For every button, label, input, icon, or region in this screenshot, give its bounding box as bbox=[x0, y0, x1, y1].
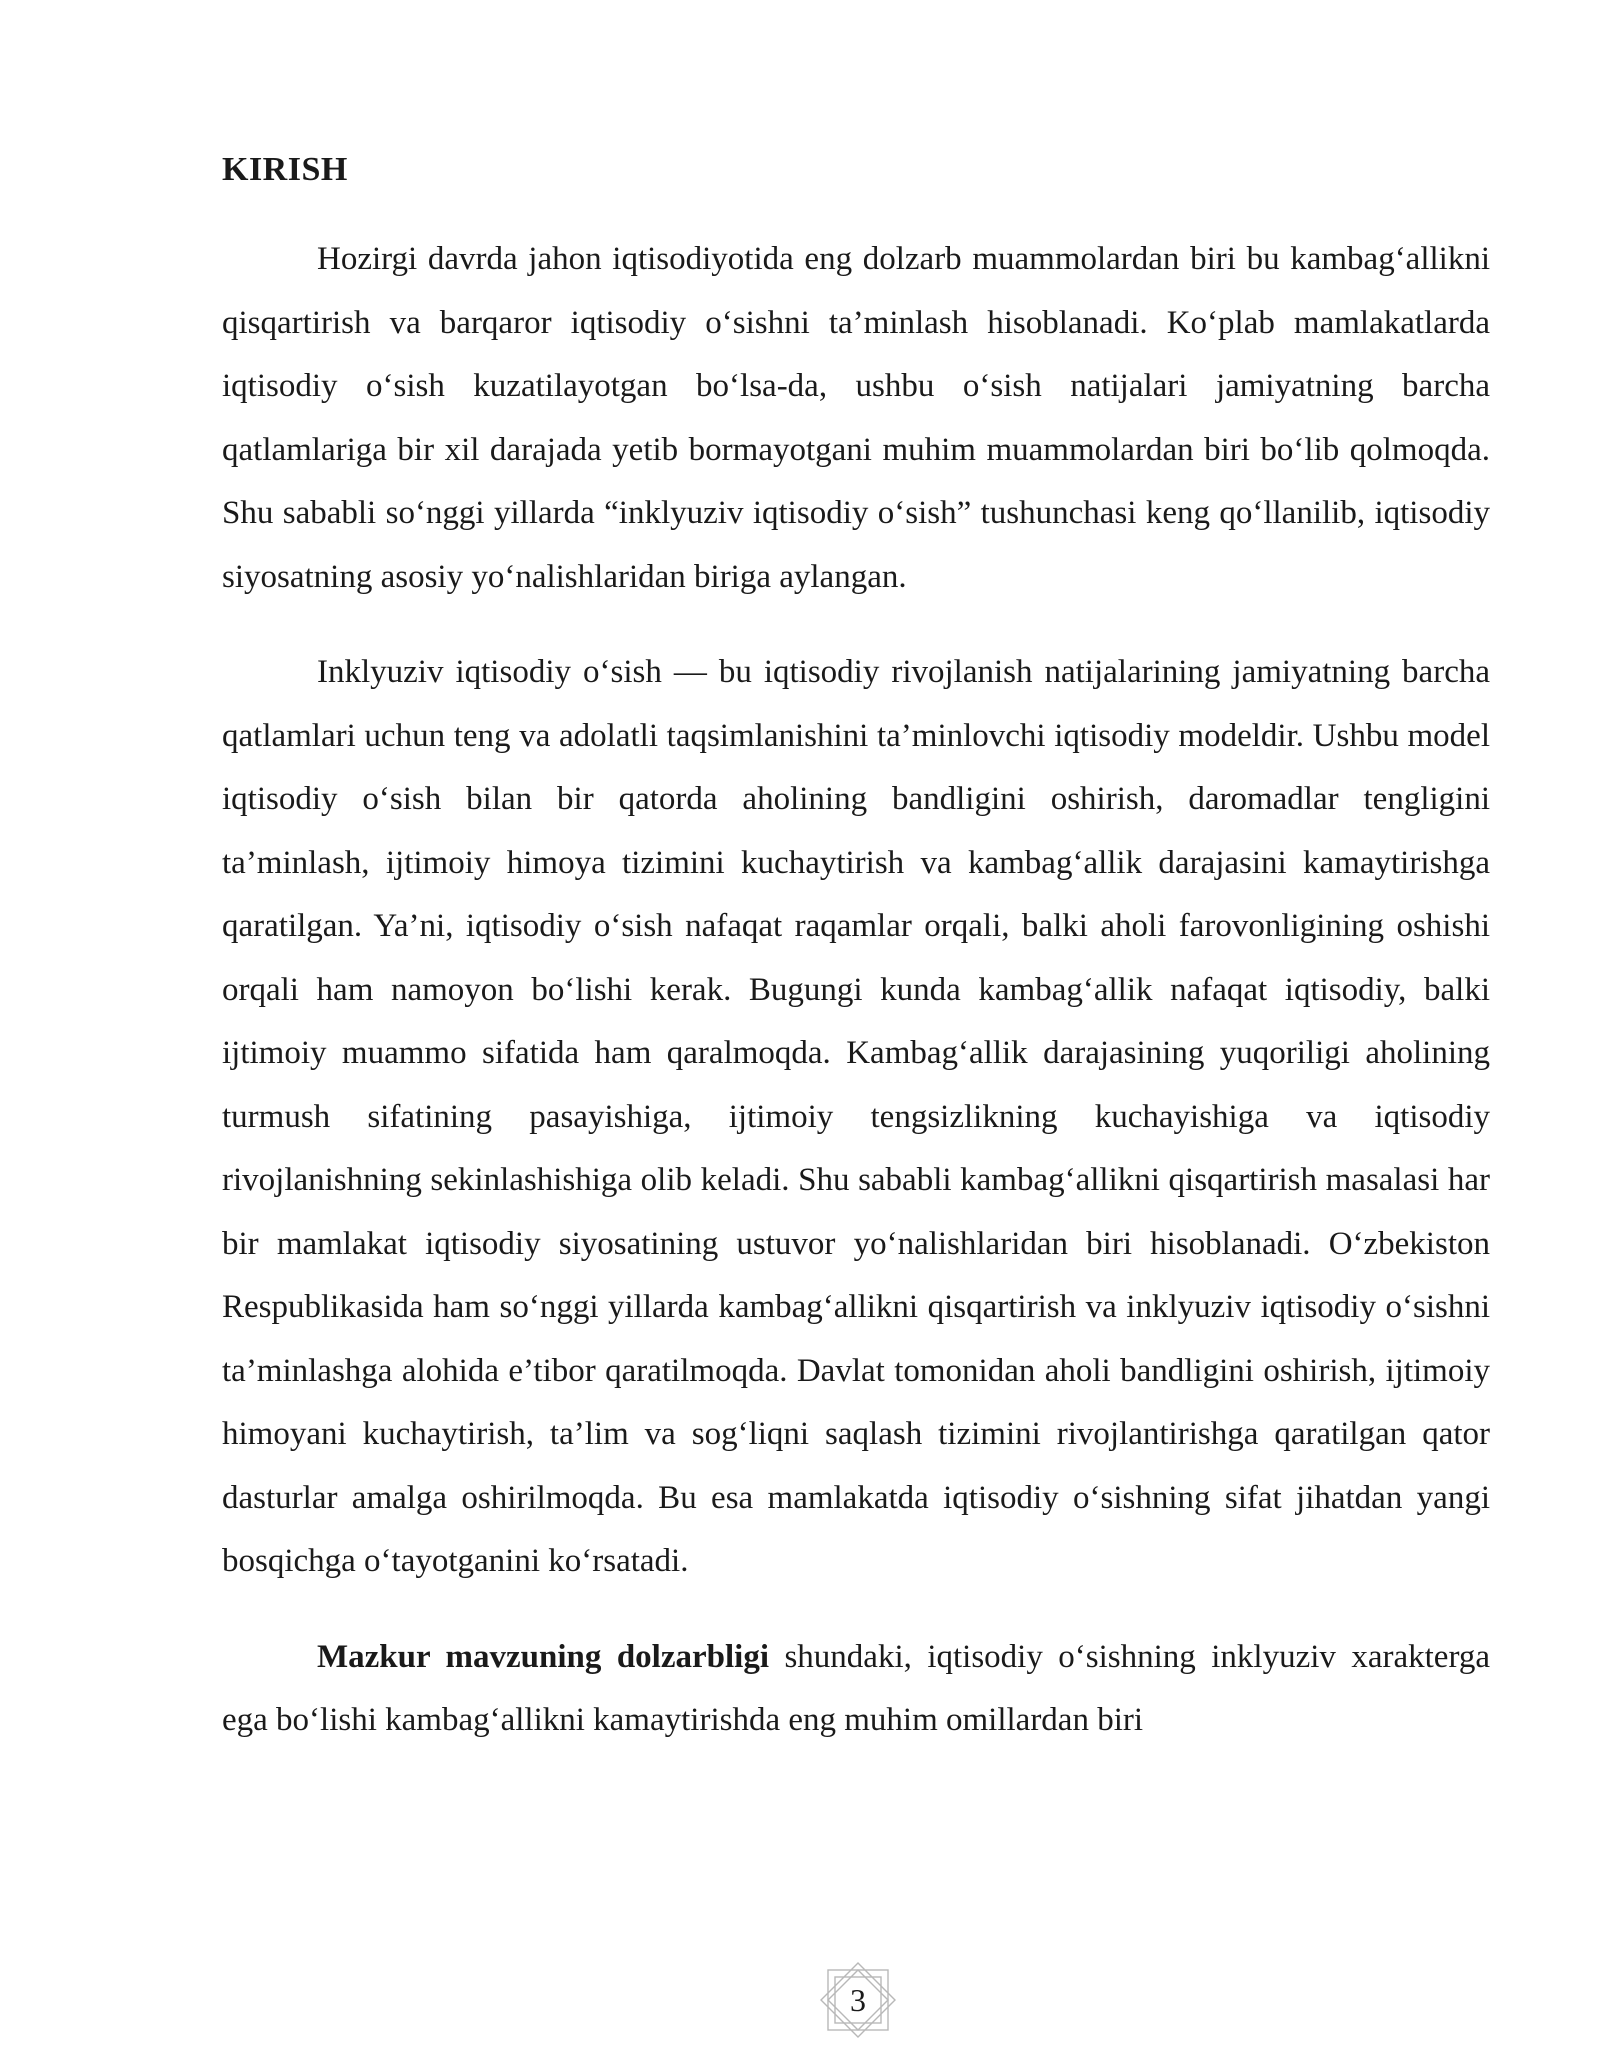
page-footer bbox=[818, 1962, 898, 2038]
paragraph-3-text: shundaki, iqtisodiy o‘sishning inklyuziv xarakterga ega bo‘lishi kambag‘allikni kamaytirishda eng muhim omillardan biri bbox=[222, 1638, 1490, 1738]
body-text bbox=[222, 228, 1490, 1753]
document-page bbox=[222, 0, 1490, 2070]
paragraph-1: Hozirgi davrda jahon iqtisodiyotida eng dolzarb muammolardan biri bu kambag‘allikni qisqartirish va barqaror iqtisodiy o‘sishni ta’minlash hisoblanadi. Ko‘plab mamlakatlarda iqtisodiy o‘sish kuzatilayotgan bo‘lsa-da, ushbu o‘sish natijalari jamiyatning barcha qatlamlariga bir xil darajada yetib bormayotgani muhim muammolardan biri bo‘lib qolmoqda. Shu sababli so‘nggi yillarda “inklyuziv iqtisodiy o‘sish” tushunchasi keng qo‘llanilib, iqtisodiy siyosatning asosiy yo‘nalishlaridan biriga aylangan. bbox=[222, 241, 1490, 595]
section-heading: KIRISH bbox=[222, 151, 348, 188]
paragraph-2: Inklyuziv iqtisodiy o‘sish — bu iqtisodiy rivojlanish natijalarining jamiyatning barcha qatlamlari uchun teng va adolatli taqsimlanishini ta’minlovchi iqtisodiy modeldir. Ushbu model iqtisodiy o‘sish bilan bir qatorda aholining bandligini oshirish, daromadlar tengligini ta’minlash, ijtimoiy himoya tizimini kuchaytirish va kambag‘allik darajasini kamaytirishga qaratilgan. Ya’ni, iqtisodiy o‘sish nafaqat raqamlar orqali, balki aholi farovonligining oshishi orqali ham namoyon bo‘lishi kerak. Bugungi kunda kambag‘allik nafaqat iqtisodiy, balki ijtimoiy muammo sifatida ham qaralmoqda. Kambag‘allik darajasining yuqoriligi aholining turmush sifatining pasayishiga, ijtimoiy tengsizlikning kuchayishiga va iqtisodiy rivojlanishning sekinlashishiga olib keladi. Shu sababli kambag‘allikni qisqartirish masalasi har bir mamlakat iqtisodiy siyosatining ustuvor yo‘nalishlaridan biri hisoblanadi. O‘zbekiston Respublikasida ham so‘nggi yillarda kambag‘allikni qisqartirish va inklyuziv iqtisodiy o‘sishni ta’minlashga alohida e’tibor qaratilmoqda. Davlat tomonidan aholi bandligini oshirish, ijtimoiy himoyani kuchaytirish, ta’lim va sog‘liqni saqlash tizimini rivojlantirishga qaratilgan qator dasturlar amalga oshirilmoqda. Bu esa mamlakatda iqtisodiy o‘sishning sifat jihatdan yangi bosqichga o‘tayotganini ko‘rsatadi. bbox=[222, 654, 1490, 1579]
paragraph-3-emphasis: Mazkur mavzuning dolzarbligi bbox=[317, 1638, 769, 1675]
page-number: 3 bbox=[850, 1982, 866, 2018]
paragraph-3 bbox=[222, 1626, 1490, 1753]
